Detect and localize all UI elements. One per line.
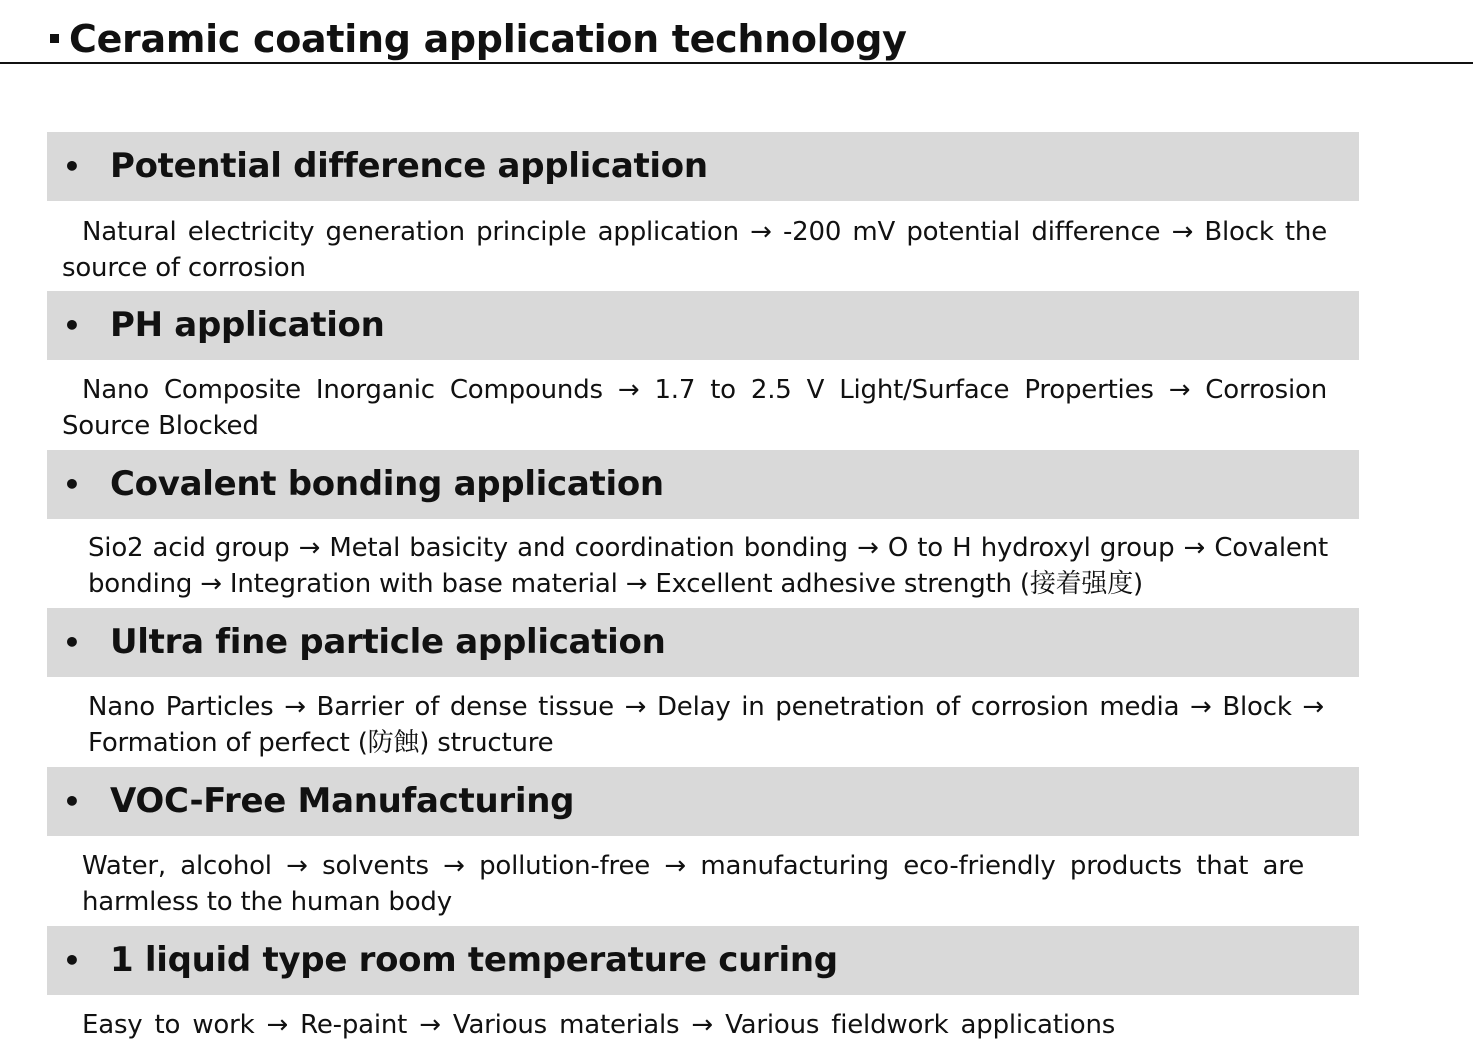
bullet-icon: •	[63, 309, 81, 342]
section-header-covalent-bonding	[47, 450, 1359, 519]
section-heading: Potential difference application	[110, 146, 708, 186]
section-header-voc-free	[47, 767, 1359, 836]
bullet-icon: •	[63, 468, 81, 501]
bullet-icon: •	[63, 944, 81, 977]
title-square-bullet-icon	[50, 34, 59, 43]
section-heading: Covalent bonding application	[110, 464, 664, 504]
page-title-text: Ceramic coating application technology	[69, 17, 907, 61]
page-title	[50, 14, 907, 64]
section-body-ph: Nano Composite Inorganic Compounds → 1.7 to 2.5 V Light/Surface Properties → Corrosion Source Blocked	[62, 375, 1327, 441]
section-body-ultra-fine-particle: Nano Particles → Barrier of dense tissue → Delay in penetration of corrosion media → Block → Formation of perfect (防蝕) structure	[88, 692, 1324, 758]
section-heading: Ultra fine particle application	[110, 622, 666, 662]
section-header-ultra-fine-particle	[47, 608, 1359, 677]
bullet-icon: •	[63, 785, 81, 818]
section-heading: VOC-Free Manufacturing	[110, 781, 575, 821]
bullet-icon: •	[63, 150, 81, 183]
section-body-covalent-bonding: Sio2 acid group → Metal basicity and coordination bonding → O to H hydroxyl group → Covalent bonding → Integration with base material → Excellent adhesive strength (接着强度)	[88, 533, 1328, 599]
section-body-voc-free: Water, alcohol → solvents → pollution-free → manufacturing eco-friendly products that are harmless to the human body	[82, 851, 1304, 917]
title-underline	[0, 62, 1473, 64]
bullet-icon: •	[63, 626, 81, 659]
section-heading: PH application	[110, 305, 385, 345]
section-heading: 1 liquid type room temperature curing	[110, 940, 838, 980]
section-header-ph	[47, 291, 1359, 360]
section-header-room-temperature-curing	[47, 926, 1359, 995]
section-body-potential-difference: Natural electricity generation principle application → -200 mV potential difference → Block the source of corrosion	[62, 217, 1327, 283]
section-body-room-temperature-curing: Easy to work → Re-paint → Various materials → Various fieldwork applications	[82, 1010, 1116, 1040]
section-header-potential-difference	[47, 132, 1359, 201]
